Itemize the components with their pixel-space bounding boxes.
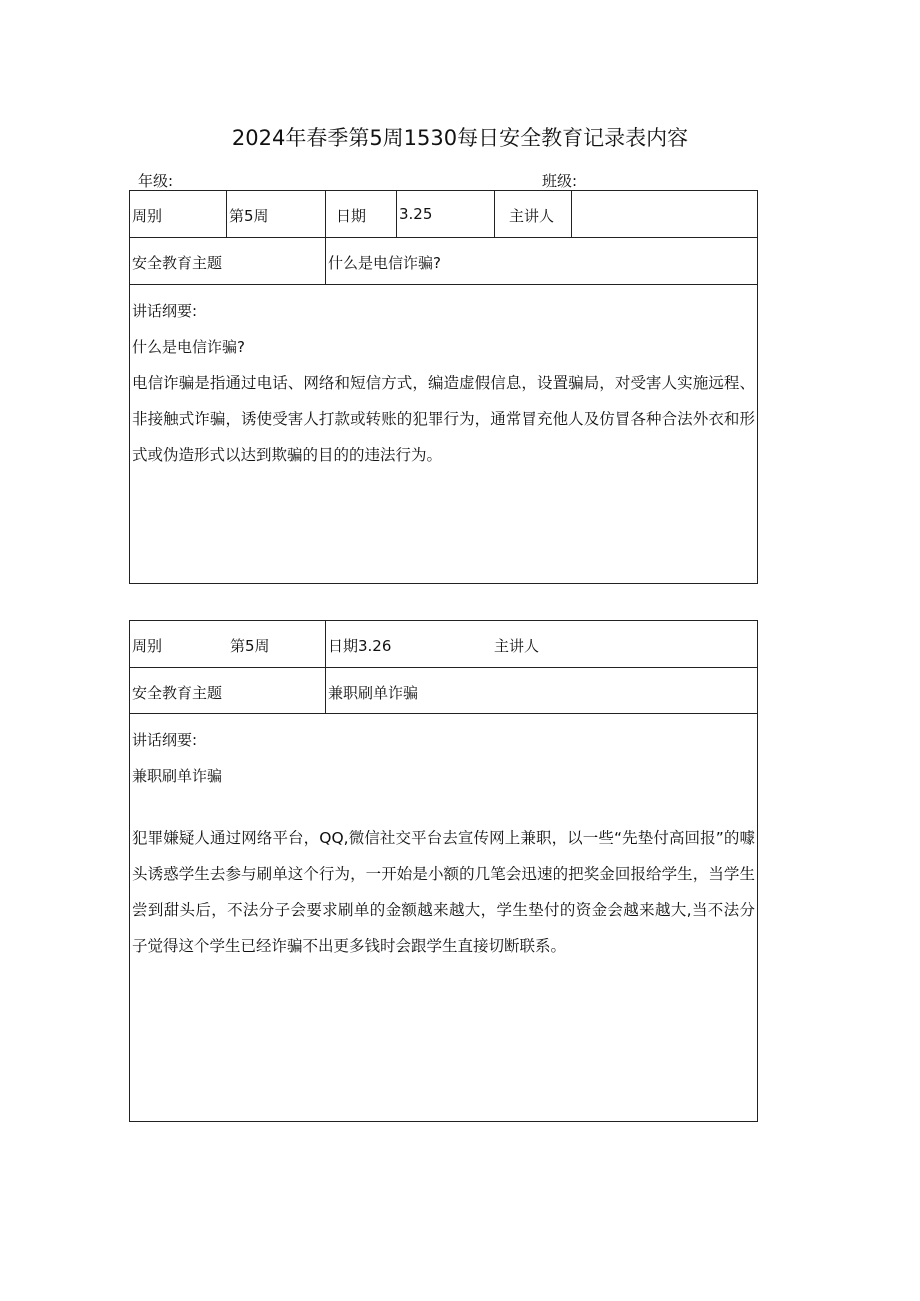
outline-text: 电信诈骗是指通过电话、网络和短信方式，编造虚假信息，设置骗局，对受害人实施远程、非接触式诈骗，诱使受害人打款或转账的犯罪行为，通常冒充他人及仿冒各种合法外衣和形式或伪造形式以达到欺骗的目的的违法行为。	[132, 374, 755, 464]
blank-line	[132, 794, 755, 820]
record-table-1	[129, 190, 758, 584]
outline-label: 讲话纲要:	[132, 302, 198, 320]
date-label: 日期	[325, 191, 396, 237]
speaker-label: 主讲人	[494, 637, 540, 655]
outline-section	[130, 714, 757, 1121]
class-label: 班级:	[542, 172, 578, 190]
speaker-value	[571, 191, 757, 237]
topic-value: 兼职刷单诈骗	[325, 668, 757, 713]
outline-label: 讲话纲要:	[132, 731, 198, 749]
outline-text: 犯罪嫌疑人通过网络平台，QQ,微信社交平台去宣传网上兼职，以一些“先垫付高回报”的噱头诱惑学生去参与刷单这个行为，一开始是小额的几笔会迅速的把奖金回报给学生，当学生尝到甜头后，不法分子会要求刷单的金额越来越大，学生垫付的资金会越来越大,当不法分子觉得这个学生已经诈骗不出更多钱时会跟学生直接切断联系。	[132, 829, 755, 955]
topic-row	[130, 668, 757, 714]
header-row	[130, 621, 757, 668]
outline-section	[130, 285, 757, 583]
record-table-2	[129, 620, 758, 1122]
grade-label: 年级:	[138, 172, 174, 190]
page-title: 2024年春季第5周1530每日安全教育记录表内容	[231, 126, 689, 150]
week-label: 周别	[132, 207, 163, 225]
outline-heading: 兼职刷单诈骗	[132, 767, 223, 785]
week-value: 第5周	[230, 637, 270, 655]
topic-label: 安全教育主题	[132, 684, 223, 702]
speaker-label: 主讲人	[494, 191, 571, 237]
week-label: 周别	[132, 637, 163, 655]
date-label: 日期3.26	[325, 621, 485, 667]
topic-value: 什么是电信诈骗?	[325, 238, 757, 284]
header-row	[130, 191, 757, 238]
week-value: 第5周	[226, 191, 325, 237]
outline-heading: 什么是电信诈骗?	[132, 338, 245, 356]
topic-row	[130, 238, 757, 285]
topic-label: 安全教育主题	[132, 254, 223, 272]
date-value: 3.25	[396, 191, 494, 237]
